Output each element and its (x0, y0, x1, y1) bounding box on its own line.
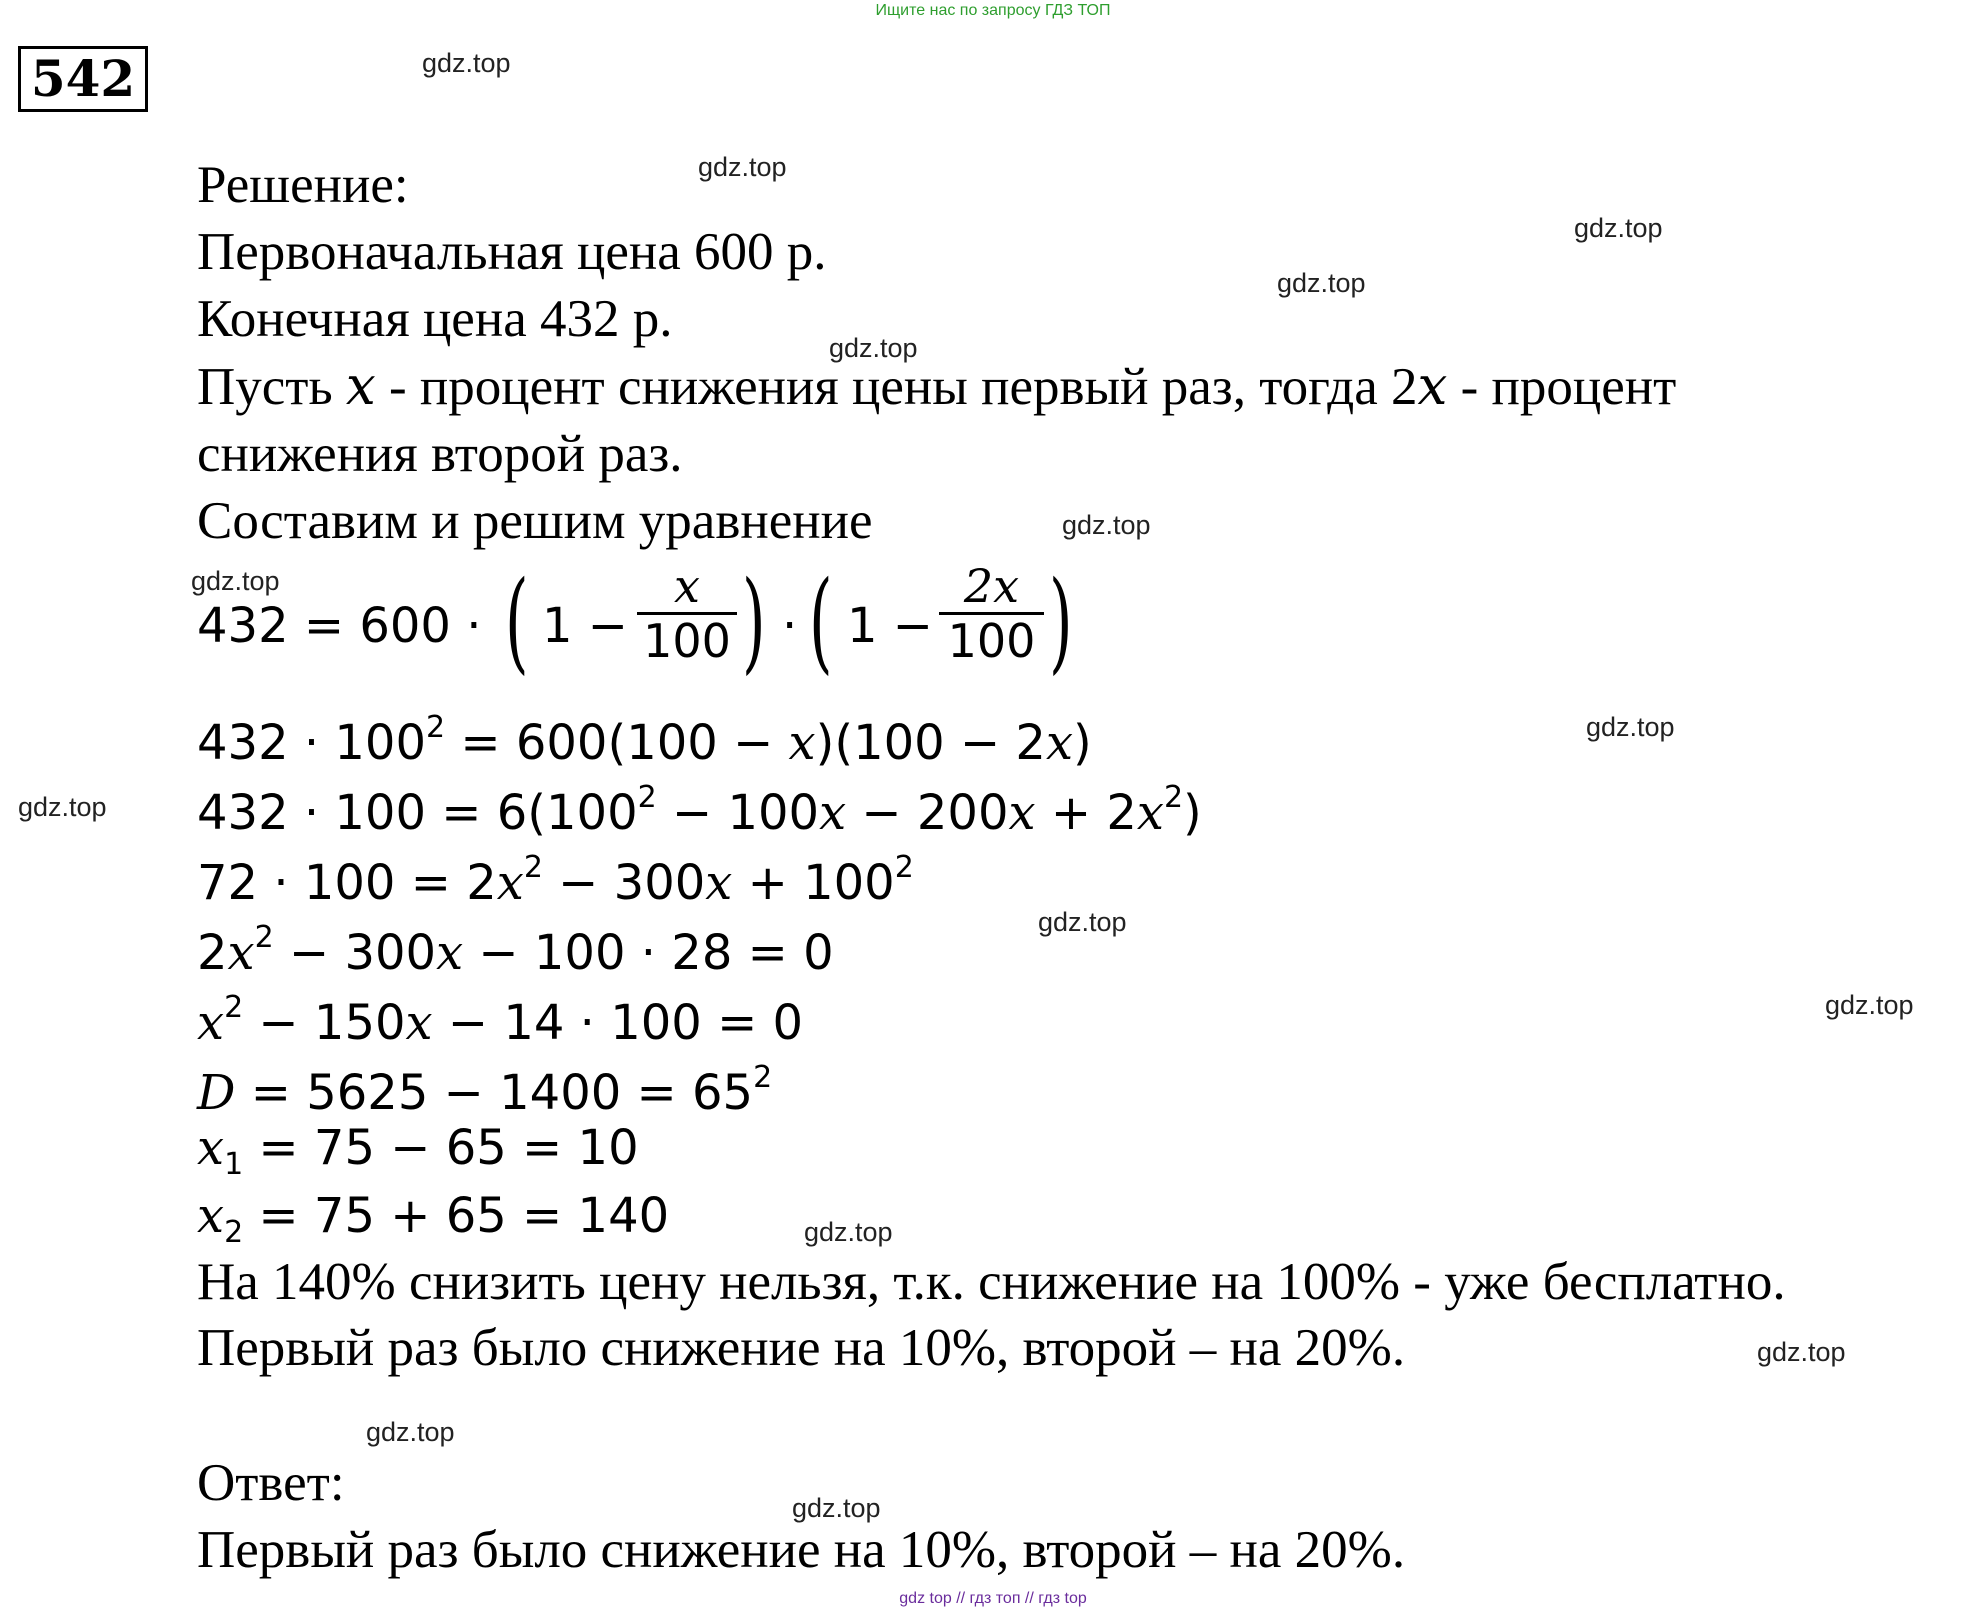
fraction-2-numerator: 2x (963, 559, 1020, 613)
solution-line-final-price: Конечная цена 432 р. (197, 290, 673, 348)
main-equation (197, 557, 1097, 700)
watermark: gdz.top (366, 1417, 455, 1447)
step-4: $2x^2 - 300x - 100 \cdot 28 = 0$ (197, 920, 834, 981)
equation-open-paren-2: ( (809, 557, 833, 685)
header-note[interactable]: Ищите нас по запросу ГДЗ ТОП (875, 2, 1111, 19)
watermark: gdz.top (1825, 990, 1914, 1020)
fraction-2x-over-100 (939, 560, 1044, 667)
watermark: gdz.top (1038, 907, 1127, 937)
fraction-1-denominator: 100 (643, 614, 731, 668)
solution-line-compose-equation: Составим и решим уравнение (197, 492, 873, 550)
equation-lhs: 432 = 600 · (197, 598, 482, 654)
solution-line-let-x: Пусть x - процент снижения цены первый раз, тогда 2x - процент (197, 356, 1677, 417)
fraction-x-over-100 (637, 560, 737, 667)
step-5: $x^2 - 150x - 14 \cdot 100 = 0$ (197, 990, 804, 1051)
step-2: $432 \cdot 100 = 6(100^2 - 100x - 200x + 2x^2)$ (197, 780, 1202, 841)
equation-one-minus-2: 1 − (847, 598, 934, 654)
step-root-2: $x_2 = 75 + 65 = 140$ (197, 1188, 670, 1250)
watermark: gdz.top (792, 1493, 881, 1523)
solution-heading: Решение: (197, 156, 409, 214)
watermark: gdz.top (1586, 712, 1675, 742)
step-root-1: $x_1 = 75 - 65 = 10$ (197, 1120, 639, 1182)
equation-close-paren-2: ) (1049, 557, 1073, 685)
watermark: gdz.top (18, 792, 107, 822)
footer-note[interactable]: gdz top // гдз топ // гдз top (899, 1590, 1087, 1607)
fraction-2-denominator: 100 (947, 614, 1036, 668)
conclusion-line-2: Первый раз было снижение на 10%, второй – на 20%. (197, 1319, 1406, 1377)
answer-text: Первый раз было снижение на 10%, второй – на 20%. (197, 1521, 1406, 1579)
watermark: gdz.top (422, 48, 511, 78)
fraction-1-numerator: x (674, 559, 700, 613)
step-discriminant: $D = 5625 - 1400 = 65^2$ (197, 1060, 773, 1121)
solution-line-second-time: снижения второй раз. (197, 425, 683, 483)
step-1: $432 \cdot 100^2 = 600(100 - x)(100 - 2x)$ (197, 710, 1092, 771)
solution-line-initial-price: Первоначальная цена 600 р. (197, 223, 827, 281)
watermark: gdz.top (1062, 510, 1151, 540)
watermark: gdz.top (1574, 213, 1663, 243)
problem-number: 542 (18, 46, 148, 112)
answer-label: Ответ: (197, 1454, 345, 1512)
watermark: gdz.top (804, 1217, 893, 1247)
watermark: gdz.top (1277, 268, 1366, 298)
equation-close-paren-1: ) (742, 557, 766, 685)
equation-dot: · (782, 598, 798, 654)
equation-open-paren-1: ( (505, 557, 529, 685)
conclusion-line-1: На 140% снизить цену нельзя, т.к. снижение на 100% - уже бесплатно. (197, 1253, 1786, 1311)
watermark: gdz.top (829, 333, 918, 363)
step-3: $72 \cdot 100 = 2x^2 - 300x + 100^2$ (197, 850, 914, 911)
watermark: gdz.top (191, 566, 280, 596)
watermark: gdz.top (1757, 1337, 1846, 1367)
equation-one-minus-1: 1 − (542, 598, 629, 654)
watermark: gdz.top (698, 152, 787, 182)
